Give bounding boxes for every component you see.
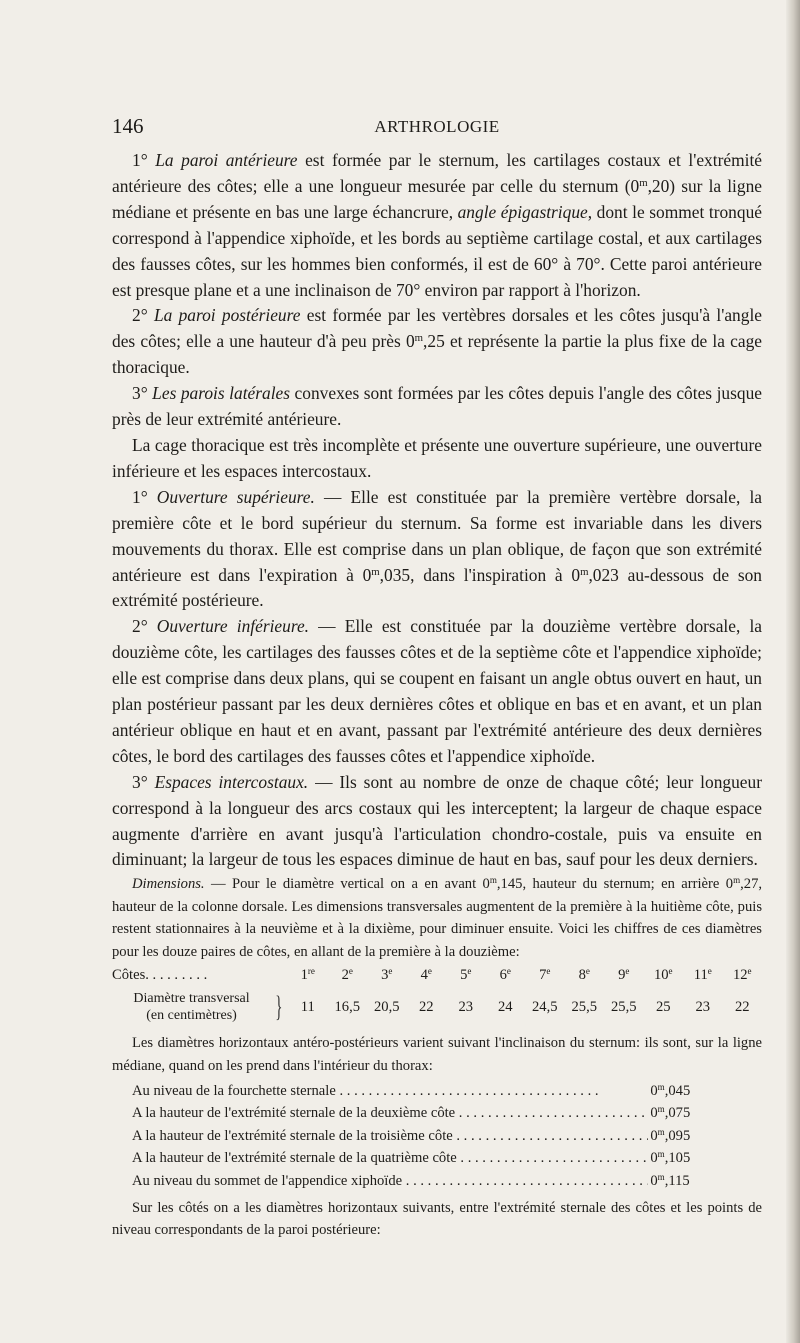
- term: Ouverture inférieure.: [156, 616, 310, 637]
- measure-label: A la hauteur de l'extrémité sternale de la deuxième côte . . .: [132, 1102, 648, 1125]
- measure-row: [132, 1125, 762, 1148]
- item-number: 2°: [132, 305, 148, 326]
- diameter-value: 22: [734, 999, 750, 1016]
- measure-label: A la hauteur de l'extrémité sternale de la quatrième côte . . .: [132, 1147, 648, 1170]
- paragraph-lower-opening: [112, 614, 762, 769]
- measure-unit-sup: m: [657, 1149, 665, 1160]
- measure-unit-sup: m: [657, 1171, 665, 1182]
- measure-value-decimal: ,095: [664, 1127, 691, 1144]
- horizontal-measures-list: [132, 1080, 762, 1193]
- rib-ordinal-suffix: e: [348, 965, 353, 976]
- rib-number-cell: [367, 964, 407, 987]
- rib-number-cells: [288, 964, 762, 987]
- measure-value: [648, 1170, 762, 1193]
- rib-number-cell: [328, 964, 368, 987]
- rib-ordinal-suffix: e: [546, 965, 551, 976]
- rib-ordinal-suffix: e: [625, 965, 630, 976]
- text: ,27, hauteur de la colonne dorsale. Les dimensions transversales augmentent de la première à la huitième côte, puis restent stationnaires à la neuvième et à la dixième, pour diminuer ensuite. Voici les chiffres de ces diamètres pour les douze paires de côtes, en allant de la première à la douzième:: [112, 876, 763, 960]
- rib-number: 3: [381, 966, 389, 983]
- item-number: 1°: [132, 150, 148, 170]
- unit-sup: m: [489, 875, 497, 886]
- small-print-section: [112, 873, 762, 1242]
- diameter-value: 23: [695, 999, 711, 1016]
- text: est formée par le sternum, les cartilages costaux et l'extrémité antérieure des côtes; elle a une longueur mesurée par celle du sternum (0: [112, 150, 762, 196]
- rib-number: 6: [499, 966, 507, 983]
- rib-number: 2: [341, 966, 349, 983]
- diameter-value: 25,5: [610, 999, 637, 1016]
- rib-number-cell: [604, 964, 644, 987]
- diameter-value: 25,5: [571, 999, 598, 1016]
- rib-number-cell: [446, 964, 486, 987]
- ribs-values-row: [112, 985, 762, 1029]
- diameter-label: [112, 990, 271, 1024]
- diameter-value: 16,5: [334, 999, 361, 1016]
- diameter-value: 20,5: [373, 999, 400, 1016]
- page-edge: [786, 0, 800, 1343]
- closing-paragraph: Sur les côtés on a les diamètres horizontaux suivants, entre l'extrémité sternale des côtes et les points de niveau correspondants de la paroi postérieure:: [112, 1199, 762, 1239]
- paragraph-upper-opening: [112, 485, 762, 615]
- item-number: 3°: [132, 771, 148, 792]
- measure-unit-sup: m: [657, 1126, 665, 1137]
- rib-number: 8: [578, 966, 586, 983]
- text: — Elle est constituée par la première vertèbre dorsale, la première côte et le bord supérieur du sternum. Sa forme est invariable dans les divers mouvements du thorax. Elle est comprise dans un plan oblique, de façon que son extrémité antérieure est dans l'expiration à 0: [112, 486, 762, 585]
- rib-number: 9: [618, 966, 626, 983]
- rib-ordinal-suffix: e: [427, 965, 432, 976]
- measure-value-decimal: ,045: [664, 1082, 691, 1099]
- diameter-label-line: Diamètre transversal: [133, 991, 250, 1007]
- measure-label: A la hauteur de l'extrémité sternale de la troisième côte . . .: [132, 1125, 648, 1148]
- measure-row: [132, 1102, 762, 1125]
- text: est formée par les vertèbres dorsales et les côtes jusqu'à l'angle des côtes; elle a une hauteur d'à peu près 0: [112, 305, 762, 352]
- diameter-value: 22: [418, 999, 434, 1016]
- rib-ordinal-suffix: e: [747, 965, 752, 976]
- paragraph-posterior-wall: [112, 303, 762, 381]
- term: La paroi postérieure: [153, 305, 301, 326]
- rib-ordinal-suffix: re: [307, 965, 315, 976]
- unit-sup: m: [371, 565, 380, 578]
- diameter-value: 24,5: [531, 999, 558, 1016]
- measure-value: [648, 1147, 762, 1170]
- right-brace: }: [275, 990, 283, 1024]
- rib-ordinal-suffix: e: [707, 965, 712, 976]
- ribs-label: Côtes. . . . . . . . .: [112, 966, 208, 983]
- paragraph-intercostal-spaces: [112, 770, 762, 874]
- text: — Pour le diamètre vertical on a en avant 0: [204, 876, 490, 892]
- diameter-value: 11: [300, 999, 315, 1016]
- term: angle épigastrique: [457, 201, 588, 222]
- rib-number: 10: [653, 966, 669, 983]
- measure-row: [132, 1080, 762, 1103]
- text: ,035, dans l'inspiration à 0: [379, 564, 581, 585]
- measure-value-whole: 0: [650, 1082, 658, 1099]
- measure-value-whole: 0: [650, 1127, 658, 1144]
- paragraph-anterior-wall: [112, 148, 762, 303]
- rib-number: 7: [539, 966, 547, 983]
- item-number: 2°: [132, 616, 148, 637]
- ribs-header-row: [112, 964, 762, 985]
- rib-ordinal-suffix: e: [506, 965, 511, 976]
- rib-number: 4: [420, 966, 428, 983]
- term: Espaces intercostaux.: [154, 771, 309, 792]
- text: ,023 au-dessous de son extrémité postérieure.: [112, 564, 762, 611]
- page-number: 146: [112, 114, 144, 138]
- measure-value-decimal: ,075: [664, 1105, 691, 1122]
- unit-sup: m: [580, 565, 589, 578]
- rib-ordinal-suffix: e: [668, 965, 673, 976]
- text: La cage thoracique est très incomplète et présente une ouverture supérieure, une ouverture inférieure et les espaces intercostaux.: [112, 434, 762, 481]
- rib-number-cell: [723, 964, 763, 987]
- diameter-value: 25: [655, 999, 671, 1016]
- text: , dont le sommet tronqué correspond à l'appendice xiphoïde, et les bords au septième cartilage costal, et aux cartilages des fausses côtes, sur les hommes bien conformés, il est de 60° à 70°. Cette paroi antérieure est presque plane et a une inclinaison de 70° environ par rapport à l'horizon.: [112, 201, 762, 300]
- term: Dimensions.: [132, 876, 205, 892]
- item-number: 1°: [132, 486, 148, 507]
- running-title: ARTHROLOGIE: [374, 117, 500, 136]
- measure-value: [648, 1080, 762, 1103]
- unit-sup: m: [733, 875, 741, 886]
- measure-label: Au niveau du sommet de l'appendice xiphoïde . . .: [132, 1170, 648, 1193]
- measure-value: [648, 1125, 762, 1148]
- term: La paroi antérieure: [155, 150, 298, 170]
- term: Ouverture supérieure.: [156, 486, 315, 507]
- rib-ordinal-suffix: e: [388, 965, 393, 976]
- text: ,20) sur la ligne médiane et présente en bas une large échancrure,: [112, 175, 762, 222]
- rib-number: 5: [460, 966, 468, 983]
- page-header: [112, 114, 762, 142]
- text: ,145, hauteur du sternum; en arrière 0: [496, 876, 734, 892]
- diameter-value: 23: [458, 999, 474, 1016]
- measure-row: [132, 1147, 762, 1170]
- text: convexes sont formées par les côtes depuis l'angle des côtes jusque près de leur extrémité antérieure.: [112, 383, 762, 430]
- text: — Ils sont au nombre de onze de chaque côté; leur longueur correspond à la longueur des arcs costaux qui les interceptent; la largeur de chaque espace augmente d'arrière en avant jusqu'à l'articulation chondro-costale, puis va ensuite en diminuant; la largeur de tous les espaces diminue de haut en bas, sauf pour les deux derniers.: [112, 771, 762, 870]
- rib-number-cell: [565, 964, 605, 987]
- text: — Elle est constituée par la douzième vertèbre dorsale, la douzième côte, les cartilages des fausses côtes et de la septième côte et l'appendice xiphoïde; elle est comprise dans deux plans, qui se coupent en faisant un angle obtus ouvert en haut, un plan postérieur passant par les deux dernières côtes et oblique en bas et en avant, et un plan antérieur oblique en haut et en avant, passant par l'extrémité antérieure des deux dernières côtes, le bord des cartilages des fausses côtes et l'appendice xiphoïde.: [112, 616, 762, 766]
- rib-number: 1: [300, 966, 308, 983]
- measure-unit-sup: m: [657, 1104, 665, 1115]
- unit-sup: m: [639, 176, 648, 189]
- dimensions-paragraph: [112, 873, 762, 963]
- unit-sup: m: [414, 332, 424, 345]
- rib-ordinal-suffix: e: [585, 965, 590, 976]
- measure-value-whole: 0: [650, 1150, 658, 1167]
- rib-number: 12: [732, 966, 748, 983]
- text: ,25 et représente la partie la plus fixe de la cage thoracique.: [112, 331, 762, 378]
- main-text: [112, 148, 762, 873]
- paragraph-thoracic-cage: [112, 433, 762, 485]
- diameter-value: 24: [497, 999, 513, 1016]
- rib-number-cell: [288, 964, 328, 987]
- item-number: 3°: [132, 383, 148, 404]
- measure-row: [132, 1170, 762, 1193]
- rib-ordinal-suffix: e: [467, 965, 472, 976]
- rib-number-cell: [525, 964, 565, 987]
- rib-number-cell: [407, 964, 447, 987]
- measure-value: [648, 1102, 762, 1125]
- measure-value-decimal: ,115: [664, 1172, 690, 1189]
- paragraph-lateral-walls: [112, 381, 762, 433]
- term: Les parois latérales: [152, 383, 291, 404]
- measure-value-decimal: ,105: [664, 1150, 691, 1167]
- ribs-diameter-table: [112, 964, 762, 1029]
- rib-number-cell: [683, 964, 723, 987]
- rib-number: 11: [693, 966, 708, 983]
- horizontal-intro: Les diamètres horizontaux antéro-postérieurs varient suivant l'inclinaison du sternum: ils sont, sur la ligne médiane, quand on les prend dans l'intérieur du thorax:: [112, 1035, 762, 1074]
- diameter-value-cells: [288, 996, 762, 1019]
- measure-label: Au niveau de la fourchette sternale . . .: [132, 1080, 648, 1103]
- rib-number-cell: [486, 964, 526, 987]
- measure-unit-sup: m: [657, 1081, 665, 1092]
- measure-value-whole: 0: [650, 1172, 658, 1189]
- measure-value-whole: 0: [650, 1105, 658, 1122]
- diameter-unit-line: (en centimètres): [146, 1008, 237, 1024]
- rib-number-cell: [644, 964, 684, 987]
